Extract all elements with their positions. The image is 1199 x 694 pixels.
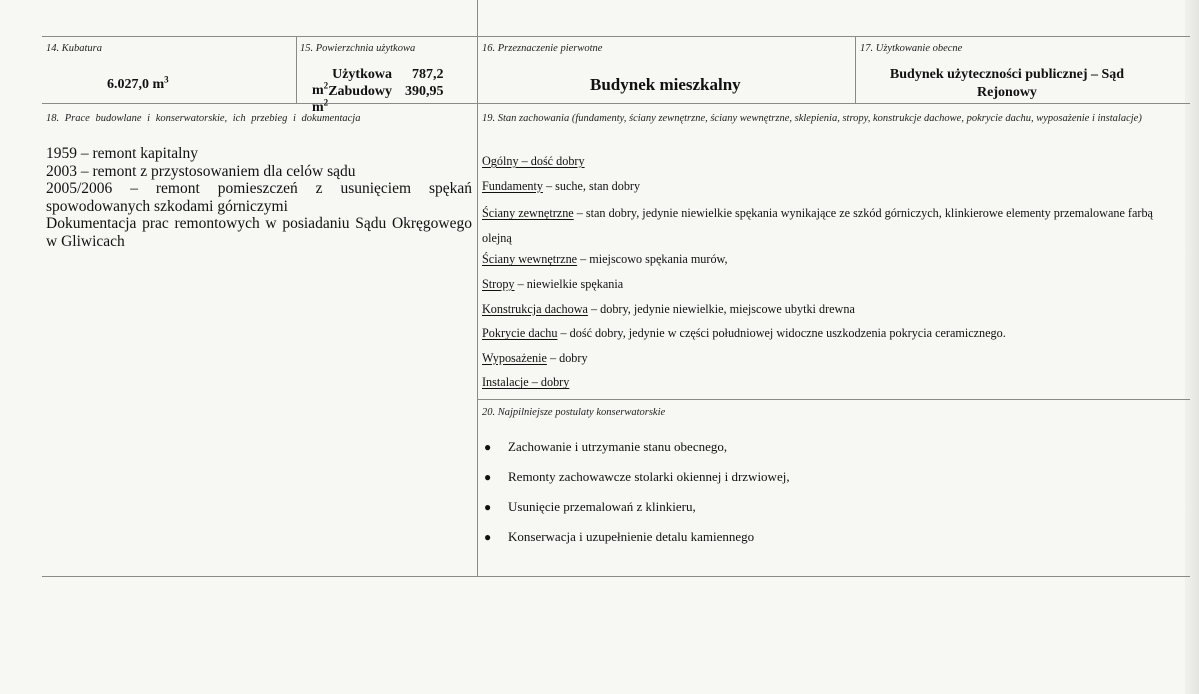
divider-col-c	[855, 36, 856, 103]
postulaty-text: Konserwacja i uzupełnienie detalu kamiennego	[508, 529, 755, 544]
bullet-icon: ●	[484, 500, 492, 514]
postulaty-text: Remonty zachowawcze stolarki okiennej i drzwiowej,	[508, 469, 790, 484]
prace-line: 2003 – remont z przystosowaniem dla celów sądu	[46, 162, 356, 180]
rule-top	[42, 36, 1190, 37]
stan-desc: – dobry, jedynie niewielkie, miejscowe ubytki drewna	[587, 301, 855, 316]
kubatura-value	[107, 74, 169, 93]
postulaty-item	[484, 527, 1084, 557]
stan-label: 19. Stan zachowania (fundamenty, ściany zewnętrzne, ściany wewnętrzne, sklepienia, stropy, konstrukcje dachowe, pokrycie dachu, wyposażenie i instalacje)	[482, 113, 1142, 124]
postulaty-item	[484, 467, 1084, 497]
prace-label: 18. Prace budowlane i konserwatorskie, ich przebieg i dokumentacja	[46, 113, 361, 124]
powierzchnia-zabudowy-sup: 2	[323, 97, 329, 108]
stan-desc: – suche, stan dobry	[542, 178, 641, 193]
stan-desc: – miejscowo spękania murów,	[577, 252, 728, 267]
kubatura-label: 14. Kubatura	[46, 43, 103, 54]
uzytkowanie-label: 17. Użytkowanie obecne	[860, 43, 963, 54]
prace-line: 2005/2006 – remont pomieszczeń z usunięciem spękań spowodowanych szkodami górniczymi	[46, 180, 472, 215]
prace-list	[46, 145, 472, 250]
kubatura-unit-sup: 3	[164, 74, 169, 85]
postulaty-item	[484, 437, 1084, 467]
prace-line: Dokumentacja prac remontowych w posiadaniu Sądu Okręgowego w Gliwicach	[46, 215, 472, 250]
stan-item-ogolny	[482, 152, 1172, 177]
kubatura-number: 6.027,0 m	[107, 77, 165, 92]
stan-term: Ogólny – dość dobry	[482, 154, 585, 168]
bullet-icon: ●	[484, 470, 492, 484]
stan-item-stropy	[482, 275, 1172, 300]
stan-item-sciany-zewnetrzne	[482, 201, 1172, 250]
stan-list	[482, 152, 1172, 398]
stan-term: Pokrycie dachu	[482, 326, 558, 341]
divider-col-b	[477, 36, 478, 577]
stan-term: Ściany zewnętrzne	[482, 206, 574, 221]
postulaty-text: Usunięcie przemalowań z klinkieru,	[508, 499, 696, 514]
powierzchnia-zabudowy-value: 390,95	[405, 84, 444, 99]
page-edge	[1185, 0, 1199, 694]
bullet-icon: ●	[484, 440, 492, 454]
stan-item-pokrycie-dachu	[482, 324, 1172, 349]
rule-bottom	[42, 576, 1190, 577]
rule-mid	[42, 103, 1190, 104]
stan-item-fundamenty	[482, 177, 1172, 202]
stan-desc: – niewielkie spękania	[514, 276, 624, 291]
stan-term: Fundamenty	[482, 178, 543, 193]
powierzchnia-uzytkowa-unit: m	[312, 83, 324, 98]
uzytkowanie-value-line1: Budynek użyteczności publicznej – Sąd	[889, 67, 1125, 82]
prace-line: 1959 – remont kapitalny	[46, 145, 198, 162]
powierzchnia-uzytkowa-value: 787,2	[412, 67, 444, 82]
stan-desc: – stan dobry, jedynie niewielkie spękania wynikające ze szkód górniczych, klinkierowe elementy przemalowane farbą olejną	[482, 206, 1153, 245]
postulaty-label: 20. Najpilniejsze postulaty konserwatorskie	[482, 407, 666, 418]
stan-item-instalacje	[482, 373, 1172, 398]
postulaty-item	[484, 497, 1084, 527]
przeznaczenie-label: 16. Przeznaczenie pierwotne	[482, 43, 603, 54]
powierzchnia-zabudowy-label: Zabudowy	[328, 84, 392, 99]
stan-item-sciany-wewnetrzne	[482, 250, 1172, 275]
stan-term: Ściany wewnętrzne	[482, 252, 578, 267]
stan-term: Wyposażenie	[482, 350, 547, 365]
rule-sub	[477, 399, 1190, 400]
divider-top-center	[477, 0, 478, 36]
stan-item-wyposazenie	[482, 349, 1172, 374]
powierzchnia-zabudowy-unit: m	[312, 100, 324, 115]
postulaty-text: Zachowanie i utrzymanie stanu obecnego,	[508, 439, 728, 454]
bullet-icon: ●	[484, 530, 492, 544]
powierzchnia-uzytkowa-sup: 2	[323, 80, 329, 91]
stan-item-konstrukcja-dachowa	[482, 300, 1172, 325]
powierzchnia-uzytkowa-label: Użytkowa	[332, 67, 392, 82]
stan-term: Konstrukcja dachowa	[482, 301, 588, 316]
stan-term: Instalacje – dobry	[482, 375, 570, 390]
uzytkowanie-value-line2: Rejonowy	[977, 85, 1037, 100]
divider-col-a	[296, 36, 297, 103]
przeznaczenie-value: Budynek mieszkalny	[590, 75, 741, 94]
postulaty-list	[484, 437, 1084, 557]
powierzchnia-label: 15. Powierzchnia użytkowa	[300, 43, 416, 54]
stan-desc: – dobry	[546, 350, 588, 365]
stan-term: Stropy	[482, 276, 515, 291]
stan-desc: – dość dobry, jedynie w części południowej widoczne uszkodzenia pokrycia ceramicznego.	[557, 326, 1006, 341]
